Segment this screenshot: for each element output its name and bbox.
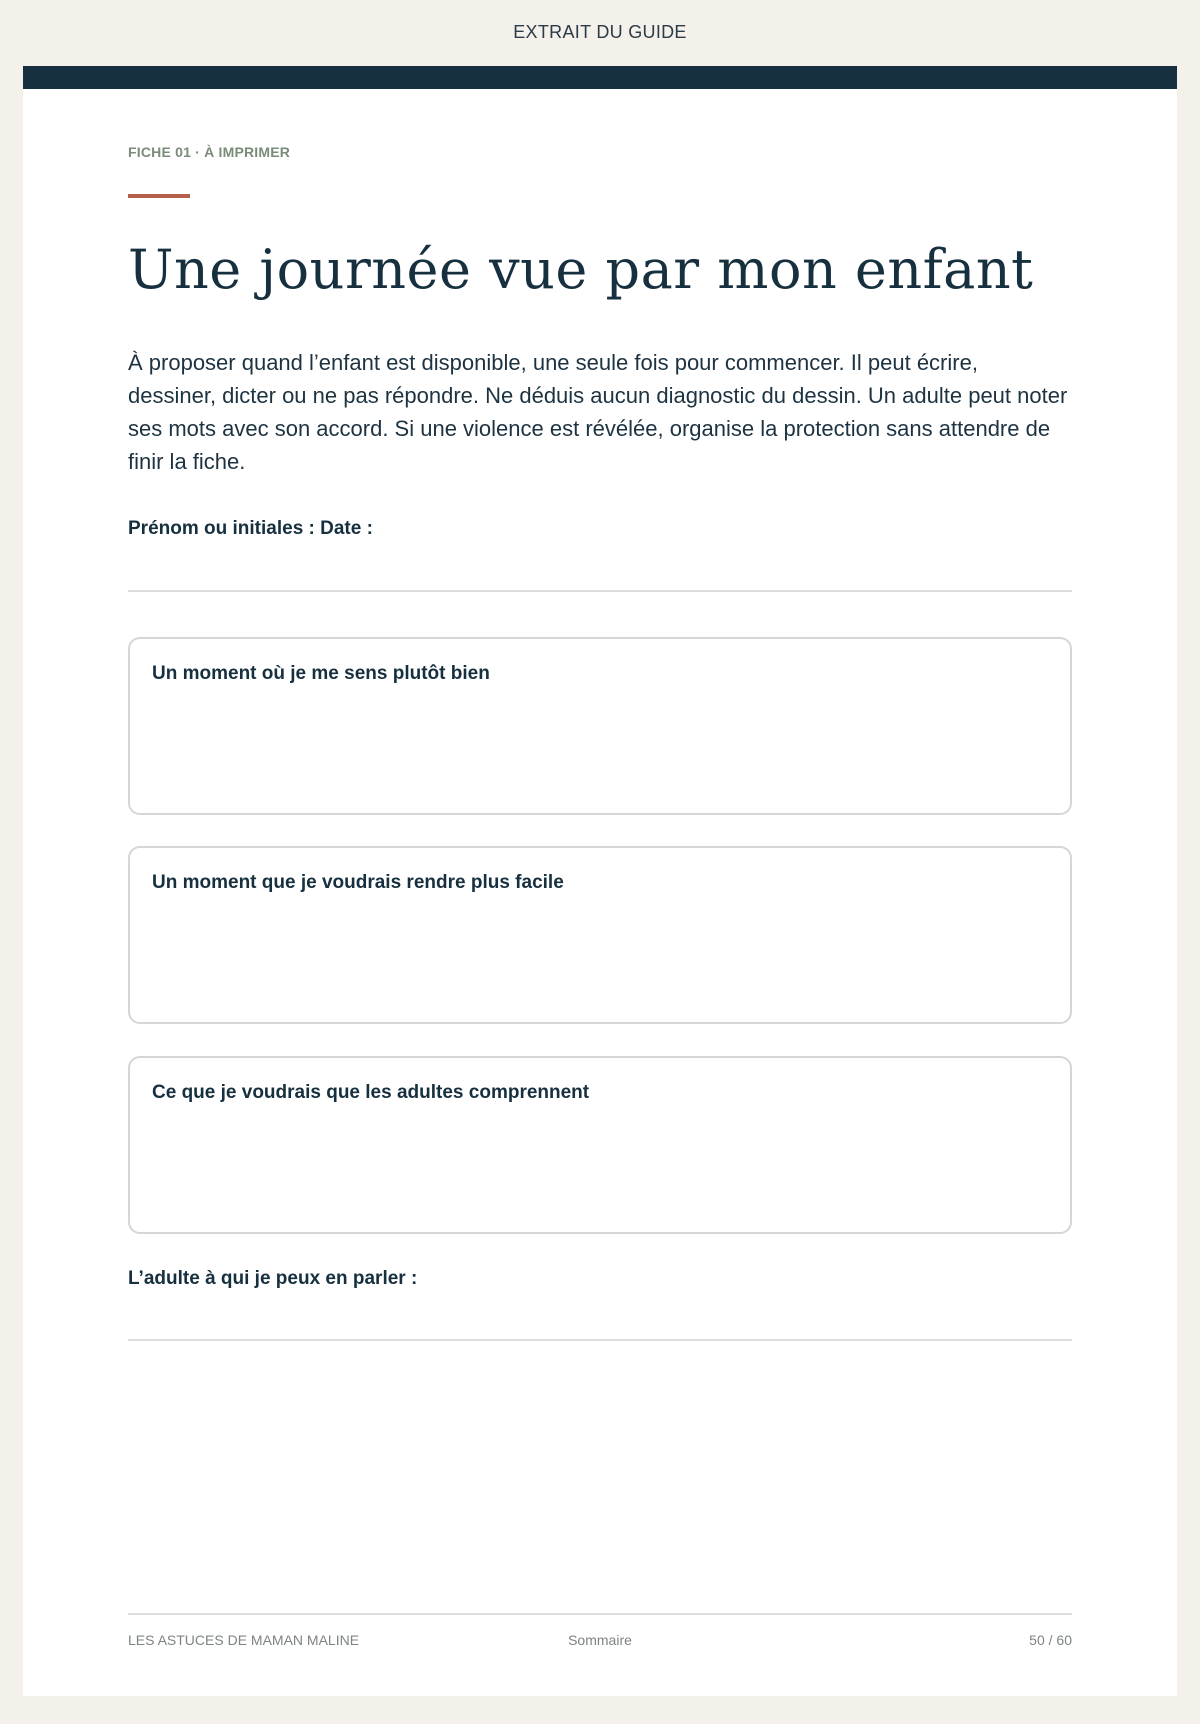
- page-number: 50 / 60: [1029, 1632, 1072, 1648]
- footer-divider: [128, 1613, 1072, 1615]
- footer-brand: LES ASTUCES DE MAMAN MALINE: [128, 1632, 360, 1648]
- top-bar: [23, 66, 1177, 89]
- accent-rule: [128, 194, 190, 198]
- answer-box-feel-good[interactable]: [128, 637, 1072, 815]
- guide-extract-label: EXTRAIT DU GUIDE: [513, 22, 687, 42]
- answer-box-label: Un moment où je me sens plutôt bien: [152, 663, 490, 684]
- answer-box-label: Ce que je voudrais que les adultes comprennent: [152, 1082, 590, 1103]
- adult-contact-write-line[interactable]: [128, 1339, 1072, 1341]
- footer-summary-link[interactable]: Sommaire: [568, 1632, 632, 1648]
- name-date-write-line[interactable]: [128, 590, 1072, 592]
- worksheet-page: [23, 66, 1177, 1696]
- answer-box-make-easier[interactable]: [128, 846, 1072, 1024]
- answer-box-label: Un moment que je voudrais rendre plus facile: [152, 872, 564, 893]
- page-title: Une journée vue par mon enfant: [128, 238, 1034, 301]
- adult-contact-label: L’adulte à qui je peux en parler :: [128, 1268, 418, 1289]
- intro-paragraph: À proposer quand l’enfant est disponible, une seule fois pour commencer. Il peut écrire, dessiner, dicter ou ne pas répondre. Ne déduis aucun diagnostic du dessin. Un adulte peut noter ses mots avec son accord. Si une violence est révélée, organise la protection sans attendre de finir la fiche.: [128, 350, 1068, 474]
- answer-box-adults-understand[interactable]: [128, 1056, 1072, 1234]
- name-date-label: Prénom ou initiales : Date :: [128, 518, 373, 539]
- fiche-kicker: FICHE 01 · À IMPRIMER: [128, 144, 291, 160]
